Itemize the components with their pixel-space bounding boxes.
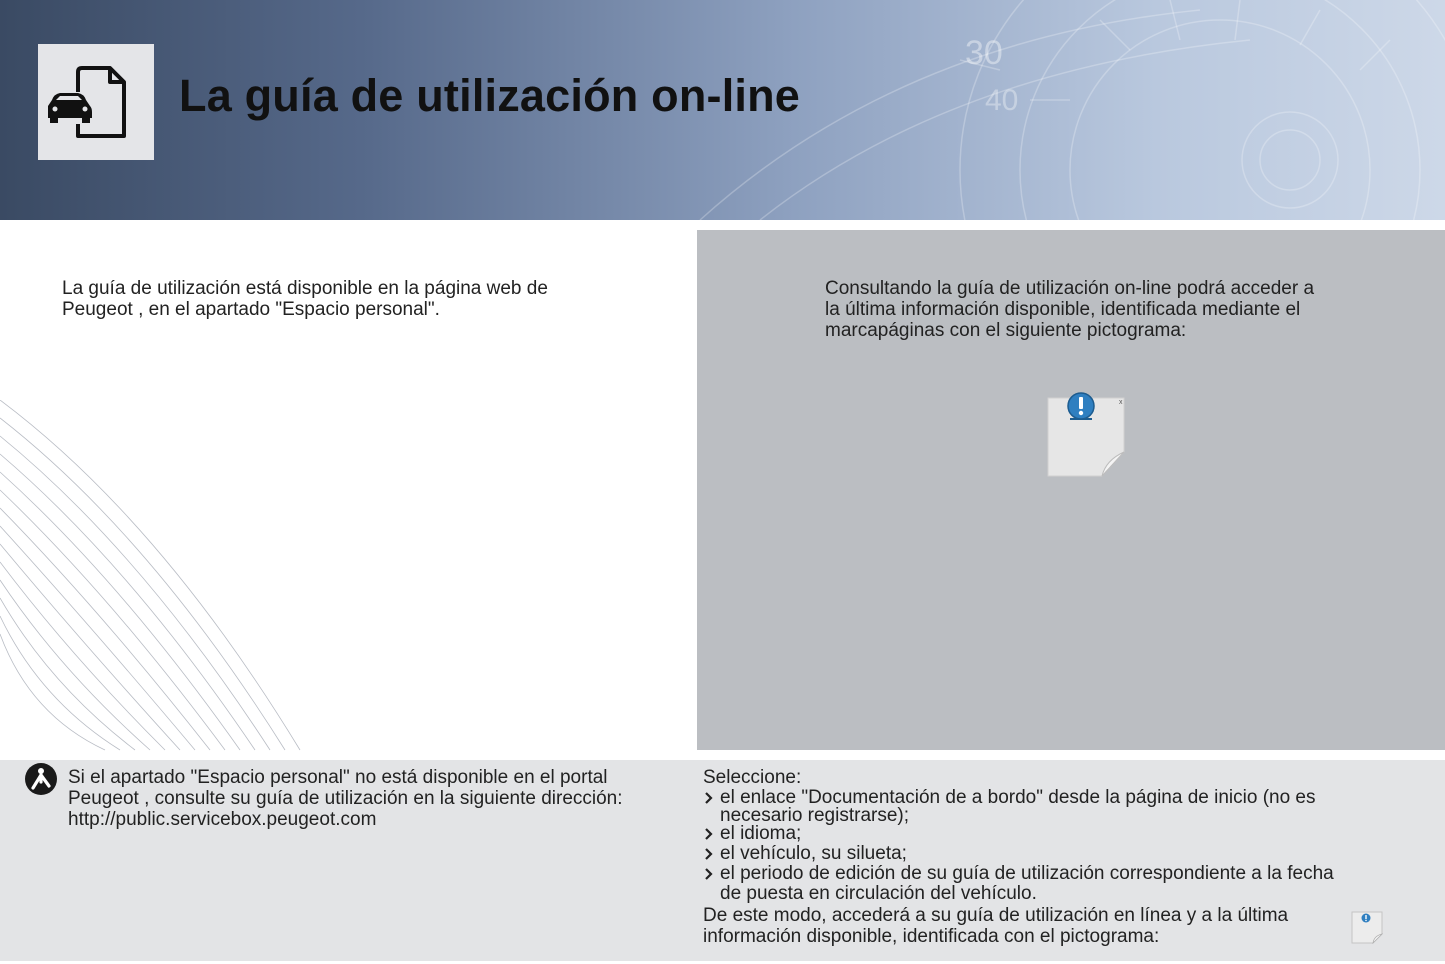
fallback-note bbox=[68, 767, 668, 830]
chevron-right-icon bbox=[703, 826, 715, 842]
select-heading: Seleccione: bbox=[703, 767, 802, 788]
step-line: de puesta en circulación del vehículo. bbox=[720, 883, 1037, 904]
step-item bbox=[703, 844, 1383, 864]
panel-line: Consultando la guía de utilización on-line podrá acceder a bbox=[825, 278, 1315, 299]
fallback-line: Si el apartado "Espacio personal" no está disponible en el portal bbox=[68, 767, 608, 788]
bookmark-info-icon bbox=[1042, 390, 1130, 482]
info-tool-icon bbox=[24, 762, 58, 796]
chevron-right-icon bbox=[703, 846, 715, 862]
deco-number-30: 30 bbox=[965, 34, 1003, 72]
decorative-curves bbox=[0, 400, 320, 760]
step-item bbox=[703, 864, 1383, 904]
servicebox-url[interactable]: http://public.servicebox.peugeot.com bbox=[68, 809, 377, 830]
step-line: el idioma; bbox=[720, 823, 802, 844]
panel-line: marcapáginas con el siguiente pictograma: bbox=[825, 320, 1187, 341]
panel-line: la última información disponible, identificada mediante el bbox=[825, 299, 1301, 320]
page-header bbox=[0, 0, 1445, 220]
info-panel bbox=[697, 230, 1445, 750]
step-line: el vehículo, su silueta; bbox=[720, 843, 907, 864]
closing-line: De este modo, accederá a su guía de utilización en línea y a la última bbox=[703, 905, 1289, 926]
step-item bbox=[703, 824, 1383, 844]
step-line: necesario registrarse); bbox=[720, 805, 910, 826]
intro-paragraph bbox=[62, 278, 622, 320]
bookmark-info-small-icon bbox=[1351, 911, 1383, 944]
bottom-band bbox=[0, 760, 1445, 964]
car-document-icon bbox=[38, 44, 154, 160]
closing-paragraph bbox=[703, 905, 1323, 947]
step-line: el enlace "Documentación de a bordo" desde la página de inicio (no es bbox=[720, 787, 1316, 808]
panel-paragraph bbox=[825, 278, 1365, 341]
step-line: el periodo de edición de su guía de utilización correspondiente a la fecha bbox=[720, 863, 1334, 884]
svg-text:x: x bbox=[1119, 399, 1123, 406]
section-icon-box bbox=[38, 44, 154, 160]
fallback-line: Peugeot , consulte su guía de utilización en la siguiente dirección: bbox=[68, 788, 623, 809]
deco-number-40: 40 bbox=[985, 84, 1019, 117]
intro-line: La guía de utilización está disponible en la página web de bbox=[62, 278, 548, 299]
intro-line: Peugeot , en el apartado "Espacio personal". bbox=[62, 299, 440, 320]
step-item bbox=[703, 788, 1383, 824]
page-title: La guía de utilización on-line bbox=[179, 70, 801, 121]
chevron-right-icon bbox=[703, 866, 715, 882]
selection-instructions bbox=[703, 767, 1383, 947]
chevron-right-icon bbox=[703, 790, 715, 806]
steps-list bbox=[703, 788, 1383, 904]
closing-line: información disponible, identificada con el pictograma: bbox=[703, 926, 1160, 947]
